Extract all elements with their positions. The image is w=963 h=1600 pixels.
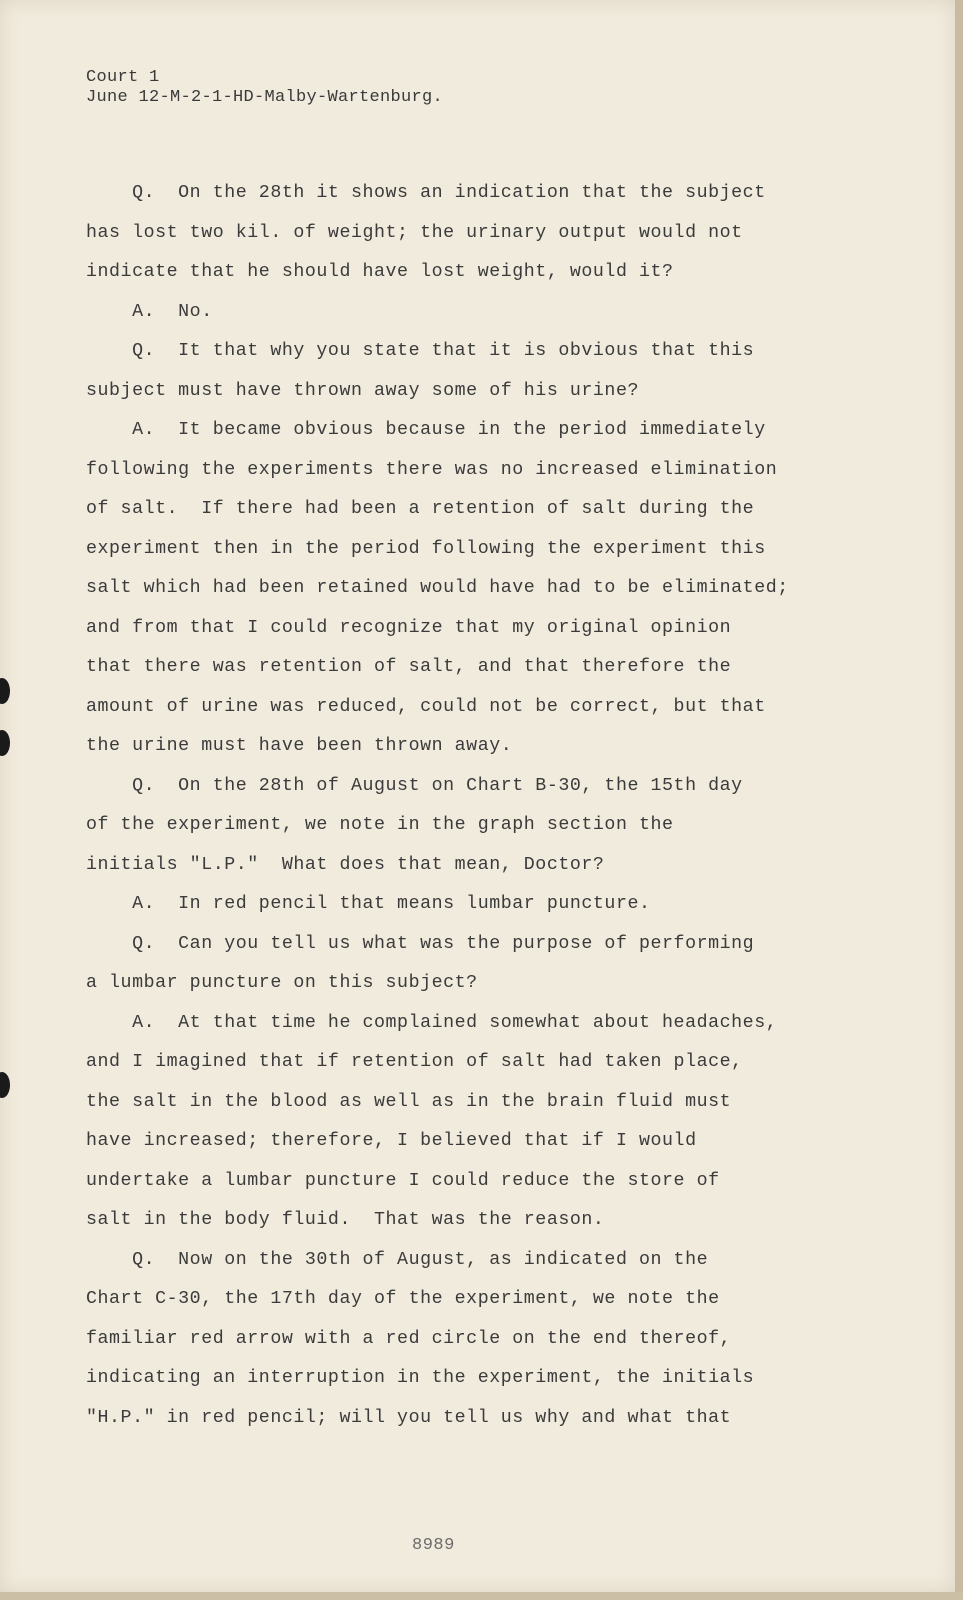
transcript-line: A. At that time he complained somewhat about headaches,: [86, 1012, 778, 1033]
page-number: 8989: [412, 1536, 455, 1555]
page-bottom-shadow: [0, 1592, 963, 1600]
session-reference: June 12-M-2-1-HD-Malby-Wartenburg.: [86, 88, 444, 107]
transcript-line: amount of urine was reduced, could not be correct, but that: [86, 696, 766, 717]
transcript-line: has lost two kil. of weight; the urinary output would not: [86, 222, 743, 243]
transcript-line: salt in the body fluid. That was the reason.: [86, 1210, 605, 1230]
transcript-line: the urine must have been thrown away.: [86, 736, 513, 756]
transcript-line: and I imagined that if retention of salt had taken place,: [86, 1052, 743, 1072]
punch-hole: [0, 1072, 10, 1098]
document-header: [86, 68, 443, 108]
transcript-line: A. It became obvious because in the period immediately: [86, 420, 766, 440]
transcript-line: familiar red arrow with a red circle on the end thereof,: [86, 1328, 732, 1349]
transcript-line: of the experiment, we note in the graph section the: [86, 815, 674, 835]
transcript-line: indicate that he should have lost weight, would it?: [86, 262, 674, 282]
transcript-line: undertake a lumbar puncture I could reduce the store of: [86, 1170, 720, 1191]
transcript-line: A. No.: [86, 301, 213, 322]
transcript-line: indicating an interruption in the experiment, the initials: [86, 1368, 755, 1388]
punch-hole: [0, 678, 10, 704]
transcript-line: Q. On the 28th it shows an indication that the subject: [86, 183, 766, 203]
transcript-line: Q. Can you tell us what was the purpose of performing: [86, 933, 755, 954]
page-edge-shadow: [955, 0, 963, 1600]
transcript-line: subject must have thrown away some of his urine?: [86, 380, 639, 401]
transcript-line: salt which had been retained would have had to be eliminated;: [86, 578, 789, 598]
transcript-line: have increased; therefore, I believed that if I would: [86, 1131, 697, 1151]
transcript-line: "H.P." in red pencil; will you tell us why and what that: [86, 1407, 732, 1428]
transcript-line: Q. It that why you state that it is obvious that this: [86, 341, 755, 361]
court-label: Court 1: [86, 68, 160, 87]
transcript-line: that there was retention of salt, and that therefore the: [86, 657, 732, 677]
transcript-line: experiment then in the period following the experiment this: [86, 538, 766, 559]
transcript-line: the salt in the blood as well as in the brain fluid must: [86, 1091, 732, 1112]
transcript-line: Q. Now on the 30th of August, as indicated on the: [86, 1249, 709, 1270]
transcript-line: initials "L.P." What does that mean, Doctor?: [86, 854, 605, 875]
transcript-line: a lumbar puncture on this subject?: [86, 973, 478, 993]
transcript-line: A. In red pencil that means lumbar puncture.: [86, 894, 651, 914]
punch-hole: [0, 730, 10, 756]
transcript-line: Chart C-30, the 17th day of the experiment, we note the: [86, 1289, 720, 1309]
transcript-line: of salt. If there had been a retention of salt during the: [86, 499, 755, 519]
transcript-line: and from that I could recognize that my original opinion: [86, 617, 732, 638]
transcript-line: Q. On the 28th of August on Chart B-30, the 15th day: [86, 775, 743, 796]
transcript-body: [86, 174, 856, 1438]
transcript-line: following the experiments there was no increased elimination: [86, 459, 778, 480]
